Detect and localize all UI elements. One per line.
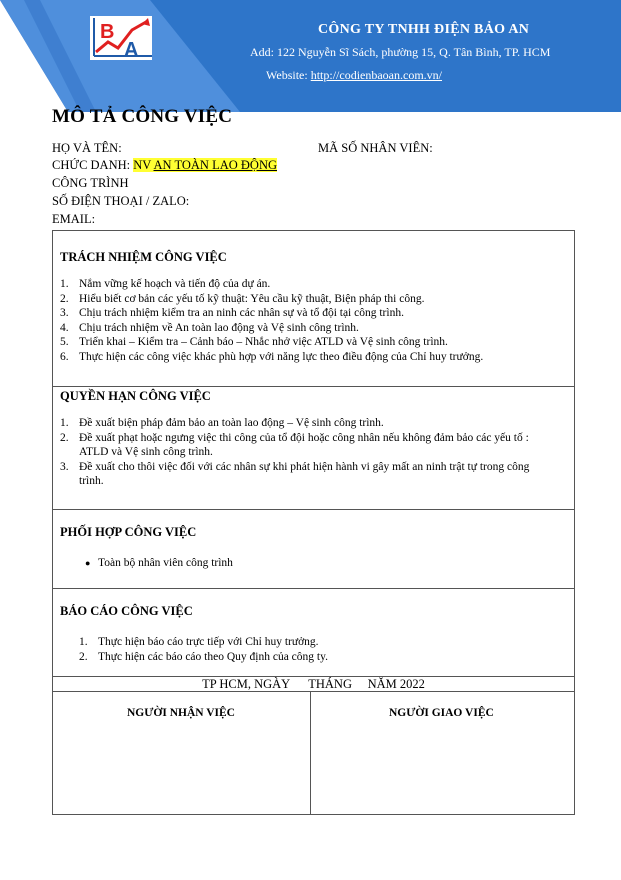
- position-title: AN TOÀN LAO ĐỘNG: [153, 158, 277, 172]
- list-item: 1. Đề xuất biện pháp đảm bảo an toàn lao động – Vệ sinh công trình.: [60, 417, 384, 429]
- page-title: MÔ TẢ CÔNG VIỆC: [52, 106, 233, 127]
- list-item: 5. Triển khai – Kiểm tra – Cảnh báo – Nhắc nhở việc ATLD và Vệ sinh công trình.: [60, 336, 448, 349]
- divider: [53, 691, 574, 692]
- list-item: ● Toàn bộ nhân viên công trình: [85, 557, 233, 569]
- position-prefix: NV: [133, 158, 154, 172]
- company-website: [266, 68, 442, 83]
- signature-receiver: NGƯỜI NHẬN VIỆC: [127, 707, 235, 719]
- field-site: CÔNG TRÌNH: [52, 176, 129, 190]
- position-label: CHỨC DANH:: [52, 158, 134, 172]
- divider: [53, 588, 574, 589]
- logo-letter-b: B: [100, 21, 115, 43]
- field-email: EMAIL:: [52, 212, 96, 226]
- list-item: 3. Chịu trách nhiệm kiểm tra an ninh các nhân sự và tổ đội tại công trình.: [60, 307, 404, 320]
- signature-assigner: NGƯỜI GIAO VIỆC: [389, 707, 494, 719]
- field-position: [52, 158, 277, 173]
- website-label: Website:: [266, 68, 311, 82]
- list-item: 3. Đề xuất cho thôi việc đối với các nhân sự khi phát hiện hành vi gây mất an ninh trật tự trong công trình.: [60, 460, 530, 488]
- section-heading-reporting: BÁO CÁO CÔNG VIỆC: [60, 604, 193, 618]
- list-item: 4. Chịu trách nhiệm về An toàn lao động và Vệ sinh công trình.: [60, 321, 359, 334]
- divider: [53, 386, 574, 387]
- website-link[interactable]: http://codienbaoan.com.vn/: [310, 68, 443, 82]
- responsibilities-list: [60, 277, 560, 365]
- company-name: CÔNG TY TNHH ĐIỆN BẢO AN: [318, 22, 530, 37]
- list-item: 2. Hiểu biết cơ bản các yếu tố kỹ thuật: Yêu cầu kỹ thuật, Biện pháp thi công.: [60, 292, 425, 305]
- job-table: [52, 230, 575, 815]
- list-item: 6. Thực hiện các công việc khác phù hợp với năng lực theo điều động của Chỉ huy trưởng.: [60, 350, 484, 363]
- list-item: 1. Nắm vững kế hoạch và tiến độ của dự án.: [60, 278, 271, 290]
- section-heading-coordination: PHỐI HỢP CÔNG VIỆC: [60, 525, 197, 539]
- authority-list: [60, 416, 540, 489]
- section-heading-authority: QUYỀN HẠN CÔNG VIỆC: [60, 389, 211, 403]
- list-item: 2. Đề xuất phạt hoặc ngưng việc thi công của tổ đội hoặc công nhân nếu không đảm bảo các yếu tố : ATLD và Vệ sinh công trình.: [60, 431, 529, 459]
- header-banner: [0, 0, 621, 112]
- field-phone: SỐ ĐIỆN THOẠI / ZALO:: [52, 194, 190, 208]
- section-heading-responsibilities: TRÁCH NHIỆM CÔNG VIỆC: [60, 250, 227, 264]
- reporting-list: [79, 635, 539, 664]
- company-address: Add: 122 Nguyễn Sĩ Sách, phường 15, Q. Tân Bình, TP. HCM: [250, 45, 551, 59]
- field-name: HỌ VÀ TÊN:: [52, 141, 122, 155]
- company-logo: [88, 12, 158, 64]
- position-value: [133, 158, 277, 172]
- field-employee-id: MÃ SỐ NHÂN VIÊN:: [318, 141, 433, 155]
- logo-letter-a: A: [124, 39, 139, 61]
- list-item: 2. Thực hiện các báo cáo theo Quy định của công ty.: [79, 650, 328, 663]
- date-line: TP HCM, NGÀY THÁNG NĂM 2022: [202, 677, 425, 691]
- signature-divider: [310, 691, 311, 814]
- list-item: 1. Thực hiện báo cáo trực tiếp với Chỉ huy trưởng.: [79, 636, 319, 648]
- coordination-list: [60, 556, 540, 571]
- divider: [53, 509, 574, 510]
